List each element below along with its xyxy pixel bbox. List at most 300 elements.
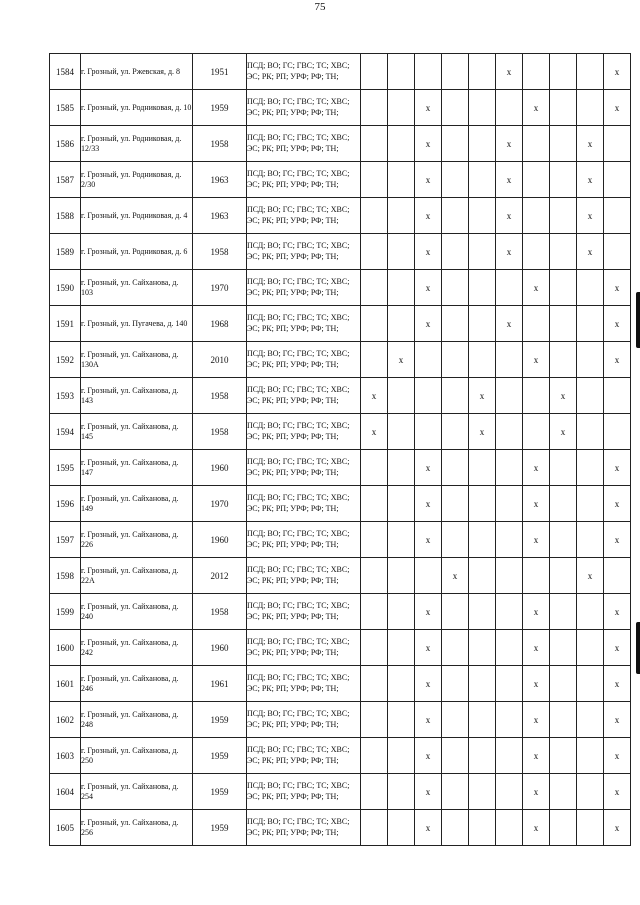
work-mark-cell bbox=[388, 234, 415, 270]
address-cell: г. Грозный, ул. Сайханова, д. 240 bbox=[81, 594, 193, 630]
work-mark-cell bbox=[388, 198, 415, 234]
work-mark-cell: x bbox=[496, 162, 523, 198]
table-row bbox=[50, 594, 631, 630]
row-number: 1605 bbox=[50, 810, 81, 846]
work-mark-cell bbox=[361, 126, 388, 162]
work-mark-cell bbox=[523, 198, 550, 234]
systems-cell: ПСД; ВО; ГС; ГВС; ТС; ХВС; ЭС; РК; РП; УРФ; РФ; ТН; bbox=[247, 54, 361, 90]
work-mark-cell bbox=[361, 54, 388, 90]
row-number: 1588 bbox=[50, 198, 81, 234]
year-cell: 1951 bbox=[193, 54, 247, 90]
work-mark-cell bbox=[361, 450, 388, 486]
work-mark-cell bbox=[361, 630, 388, 666]
work-mark-cell bbox=[523, 414, 550, 450]
year-cell: 1959 bbox=[193, 90, 247, 126]
table-row bbox=[50, 558, 631, 594]
work-mark-cell bbox=[523, 162, 550, 198]
work-mark-cell bbox=[496, 378, 523, 414]
address-cell: г. Грозный, ул. Сайханова, д. 149 bbox=[81, 486, 193, 522]
row-number: 1600 bbox=[50, 630, 81, 666]
work-mark-cell bbox=[469, 450, 496, 486]
work-mark-cell bbox=[550, 126, 577, 162]
systems-cell: ПСД; ВО; ГС; ГВС; ТС; ХВС; ЭС; РК; РП; УРФ; РФ; ТН; bbox=[247, 378, 361, 414]
work-mark-cell: x bbox=[604, 594, 631, 630]
scan-edge-mark bbox=[636, 292, 640, 348]
work-mark-cell bbox=[523, 234, 550, 270]
work-mark-cell: x bbox=[496, 126, 523, 162]
work-mark-cell: x bbox=[415, 486, 442, 522]
work-mark-cell bbox=[388, 738, 415, 774]
work-mark-cell bbox=[469, 774, 496, 810]
work-mark-cell bbox=[361, 342, 388, 378]
table-row bbox=[50, 450, 631, 486]
work-mark-cell bbox=[361, 234, 388, 270]
row-number: 1587 bbox=[50, 162, 81, 198]
row-number: 1586 bbox=[50, 126, 81, 162]
work-mark-cell bbox=[442, 774, 469, 810]
address-cell: г. Грозный, ул. Сайханова, д. 145 bbox=[81, 414, 193, 450]
table-row bbox=[50, 162, 631, 198]
work-mark-cell bbox=[550, 774, 577, 810]
work-mark-cell bbox=[388, 414, 415, 450]
work-mark-cell bbox=[550, 234, 577, 270]
table-row bbox=[50, 702, 631, 738]
work-mark-cell: x bbox=[496, 306, 523, 342]
work-mark-cell bbox=[415, 414, 442, 450]
address-cell: г. Грозный, ул. Сайханова, д. 248 bbox=[81, 702, 193, 738]
work-mark-cell bbox=[469, 342, 496, 378]
year-cell: 1958 bbox=[193, 234, 247, 270]
row-number: 1585 bbox=[50, 90, 81, 126]
work-mark-cell: x bbox=[415, 666, 442, 702]
work-mark-cell bbox=[496, 774, 523, 810]
work-mark-cell bbox=[388, 378, 415, 414]
work-mark-cell bbox=[361, 774, 388, 810]
address-cell: г. Грозный, ул. Родниковая, д. 6 bbox=[81, 234, 193, 270]
work-mark-cell bbox=[469, 702, 496, 738]
work-mark-cell bbox=[442, 198, 469, 234]
work-mark-cell: x bbox=[523, 522, 550, 558]
work-mark-cell: x bbox=[577, 162, 604, 198]
row-number: 1604 bbox=[50, 774, 81, 810]
table-row bbox=[50, 90, 631, 126]
work-mark-cell bbox=[469, 126, 496, 162]
systems-cell: ПСД; ВО; ГС; ГВС; ТС; ХВС; ЭС; РК; РП; УРФ; РФ; ТН; bbox=[247, 414, 361, 450]
work-mark-cell bbox=[469, 738, 496, 774]
work-mark-cell bbox=[577, 90, 604, 126]
year-cell: 1959 bbox=[193, 738, 247, 774]
work-mark-cell bbox=[604, 126, 631, 162]
work-mark-cell bbox=[550, 486, 577, 522]
work-mark-cell: x bbox=[523, 702, 550, 738]
work-mark-cell bbox=[604, 234, 631, 270]
year-cell: 1961 bbox=[193, 666, 247, 702]
work-mark-cell bbox=[496, 594, 523, 630]
work-mark-cell: x bbox=[604, 522, 631, 558]
work-mark-cell: x bbox=[469, 378, 496, 414]
work-mark-cell: x bbox=[577, 234, 604, 270]
row-number: 1601 bbox=[50, 666, 81, 702]
table-row bbox=[50, 810, 631, 846]
work-mark-cell bbox=[442, 486, 469, 522]
work-mark-cell bbox=[496, 810, 523, 846]
work-mark-cell: x bbox=[604, 702, 631, 738]
table-row bbox=[50, 414, 631, 450]
work-mark-cell bbox=[388, 306, 415, 342]
work-mark-cell bbox=[361, 90, 388, 126]
work-mark-cell bbox=[496, 738, 523, 774]
year-cell: 1959 bbox=[193, 774, 247, 810]
work-mark-cell bbox=[442, 450, 469, 486]
work-mark-cell bbox=[550, 666, 577, 702]
buildings-table bbox=[49, 53, 631, 846]
work-mark-cell: x bbox=[577, 558, 604, 594]
work-mark-cell bbox=[469, 666, 496, 702]
year-cell: 1959 bbox=[193, 810, 247, 846]
work-mark-cell bbox=[604, 162, 631, 198]
work-mark-cell bbox=[550, 702, 577, 738]
work-mark-cell: x bbox=[415, 630, 442, 666]
work-mark-cell bbox=[550, 306, 577, 342]
address-cell: г. Грозный, ул. Родниковая, д. 4 bbox=[81, 198, 193, 234]
work-mark-cell: x bbox=[523, 270, 550, 306]
row-number: 1599 bbox=[50, 594, 81, 630]
work-mark-cell bbox=[442, 414, 469, 450]
work-mark-cell bbox=[577, 306, 604, 342]
work-mark-cell bbox=[577, 666, 604, 702]
work-mark-cell bbox=[577, 774, 604, 810]
work-mark-cell bbox=[415, 342, 442, 378]
address-cell: г. Грозный, ул. Сайханова, д. 103 bbox=[81, 270, 193, 306]
work-mark-cell: x bbox=[496, 198, 523, 234]
year-cell: 1958 bbox=[193, 378, 247, 414]
year-cell: 1968 bbox=[193, 306, 247, 342]
work-mark-cell: x bbox=[415, 306, 442, 342]
work-mark-cell bbox=[496, 558, 523, 594]
work-mark-cell bbox=[577, 270, 604, 306]
work-mark-cell: x bbox=[415, 234, 442, 270]
address-cell: г. Грозный, ул. Сайханова, д. 130А bbox=[81, 342, 193, 378]
systems-cell: ПСД; ВО; ГС; ГВС; ТС; ХВС; ЭС; РК; РП; УРФ; РФ; ТН; bbox=[247, 162, 361, 198]
work-mark-cell bbox=[388, 54, 415, 90]
address-cell: г. Грозный, ул. Сайханова, д. 226 bbox=[81, 522, 193, 558]
work-mark-cell bbox=[577, 342, 604, 378]
work-mark-cell bbox=[577, 486, 604, 522]
work-mark-cell bbox=[604, 198, 631, 234]
work-mark-cell bbox=[469, 306, 496, 342]
systems-cell: ПСД; ВО; ГС; ГВС; ТС; ХВС; ЭС; РК; РП; УРФ; РФ; ТН; bbox=[247, 666, 361, 702]
work-mark-cell: x bbox=[415, 594, 442, 630]
row-number: 1592 bbox=[50, 342, 81, 378]
work-mark-cell bbox=[388, 702, 415, 738]
work-mark-cell bbox=[442, 522, 469, 558]
work-mark-cell bbox=[550, 558, 577, 594]
systems-cell: ПСД; ВО; ГС; ГВС; ТС; ХВС; ЭС; РК; РП; УРФ; РФ; ТН; bbox=[247, 810, 361, 846]
work-mark-cell bbox=[577, 702, 604, 738]
year-cell: 2012 bbox=[193, 558, 247, 594]
work-mark-cell: x bbox=[523, 486, 550, 522]
work-mark-cell: x bbox=[604, 54, 631, 90]
row-number: 1584 bbox=[50, 54, 81, 90]
work-mark-cell bbox=[496, 702, 523, 738]
work-mark-cell bbox=[550, 342, 577, 378]
work-mark-cell bbox=[442, 666, 469, 702]
work-mark-cell bbox=[388, 594, 415, 630]
row-number: 1597 bbox=[50, 522, 81, 558]
systems-cell: ПСД; ВО; ГС; ГВС; ТС; ХВС; ЭС; РК; РП; УРФ; РФ; ТН; bbox=[247, 702, 361, 738]
work-mark-cell bbox=[442, 306, 469, 342]
work-mark-cell: x bbox=[604, 486, 631, 522]
work-mark-cell: x bbox=[604, 810, 631, 846]
scan-edge-mark bbox=[636, 622, 640, 674]
address-cell: г. Грозный, ул. Сайханова, д. 143 bbox=[81, 378, 193, 414]
work-mark-cell bbox=[388, 90, 415, 126]
work-mark-cell bbox=[388, 270, 415, 306]
work-mark-cell bbox=[523, 378, 550, 414]
work-mark-cell bbox=[550, 198, 577, 234]
year-cell: 1959 bbox=[193, 702, 247, 738]
work-mark-cell bbox=[361, 306, 388, 342]
address-cell: г. Грозный, ул. Сайханова, д. 254 bbox=[81, 774, 193, 810]
work-mark-cell bbox=[442, 54, 469, 90]
systems-cell: ПСД; ВО; ГС; ГВС; ТС; ХВС; ЭС; РК; РП; УРФ; РФ; ТН; bbox=[247, 90, 361, 126]
work-mark-cell bbox=[550, 738, 577, 774]
work-mark-cell bbox=[604, 558, 631, 594]
work-mark-cell: x bbox=[469, 414, 496, 450]
work-mark-cell bbox=[496, 666, 523, 702]
work-mark-cell bbox=[496, 342, 523, 378]
work-mark-cell bbox=[577, 630, 604, 666]
work-mark-cell bbox=[361, 594, 388, 630]
work-mark-cell bbox=[469, 234, 496, 270]
work-mark-cell bbox=[550, 162, 577, 198]
work-mark-cell bbox=[415, 378, 442, 414]
work-mark-cell bbox=[523, 558, 550, 594]
work-mark-cell: x bbox=[604, 270, 631, 306]
year-cell: 1963 bbox=[193, 198, 247, 234]
row-number: 1591 bbox=[50, 306, 81, 342]
work-mark-cell bbox=[469, 522, 496, 558]
table-row bbox=[50, 486, 631, 522]
table-row bbox=[50, 666, 631, 702]
work-mark-cell bbox=[388, 774, 415, 810]
work-mark-cell bbox=[442, 738, 469, 774]
work-mark-cell bbox=[361, 162, 388, 198]
work-mark-cell bbox=[469, 54, 496, 90]
work-mark-cell: x bbox=[604, 90, 631, 126]
systems-cell: ПСД; ВО; ГС; ГВС; ТС; ХВС; ЭС; РК; РП; УРФ; РФ; ТН; bbox=[247, 594, 361, 630]
work-mark-cell: x bbox=[604, 774, 631, 810]
work-mark-cell: x bbox=[604, 306, 631, 342]
work-mark-cell bbox=[442, 342, 469, 378]
work-mark-cell bbox=[550, 522, 577, 558]
systems-cell: ПСД; ВО; ГС; ГВС; ТС; ХВС; ЭС; РК; РП; УРФ; РФ; ТН; bbox=[247, 198, 361, 234]
systems-cell: ПСД; ВО; ГС; ГВС; ТС; ХВС; ЭС; РК; РП; УРФ; РФ; ТН; bbox=[247, 738, 361, 774]
work-mark-cell bbox=[361, 558, 388, 594]
work-mark-cell bbox=[388, 486, 415, 522]
work-mark-cell bbox=[496, 486, 523, 522]
work-mark-cell bbox=[361, 810, 388, 846]
work-mark-cell bbox=[496, 630, 523, 666]
table-row bbox=[50, 270, 631, 306]
systems-cell: ПСД; ВО; ГС; ГВС; ТС; ХВС; ЭС; РК; РП; УРФ; РФ; ТН; bbox=[247, 342, 361, 378]
work-mark-cell: x bbox=[523, 666, 550, 702]
work-mark-cell bbox=[604, 378, 631, 414]
systems-cell: ПСД; ВО; ГС; ГВС; ТС; ХВС; ЭС; РК; РП; УРФ; РФ; ТН; bbox=[247, 630, 361, 666]
address-cell: г. Грозный, ул. Родниковая, д. 12/33 bbox=[81, 126, 193, 162]
work-mark-cell bbox=[469, 810, 496, 846]
table-row bbox=[50, 522, 631, 558]
work-mark-cell bbox=[469, 558, 496, 594]
work-mark-cell: x bbox=[415, 126, 442, 162]
work-mark-cell: x bbox=[604, 738, 631, 774]
work-mark-cell bbox=[415, 54, 442, 90]
work-mark-cell bbox=[577, 594, 604, 630]
work-mark-cell: x bbox=[415, 90, 442, 126]
work-mark-cell bbox=[442, 630, 469, 666]
work-mark-cell bbox=[442, 378, 469, 414]
work-mark-cell: x bbox=[415, 810, 442, 846]
row-number: 1603 bbox=[50, 738, 81, 774]
work-mark-cell: x bbox=[361, 414, 388, 450]
systems-cell: ПСД; ВО; ГС; ГВС; ТС; ХВС; ЭС; РК; РП; УРФ; РФ; ТН; bbox=[247, 234, 361, 270]
work-mark-cell bbox=[388, 126, 415, 162]
work-mark-cell: x bbox=[415, 738, 442, 774]
table-body bbox=[50, 54, 631, 846]
table-row bbox=[50, 630, 631, 666]
row-number: 1593 bbox=[50, 378, 81, 414]
year-cell: 1958 bbox=[193, 414, 247, 450]
work-mark-cell: x bbox=[415, 270, 442, 306]
work-mark-cell bbox=[361, 486, 388, 522]
year-cell: 2010 bbox=[193, 342, 247, 378]
work-mark-cell bbox=[550, 450, 577, 486]
row-number: 1595 bbox=[50, 450, 81, 486]
table-row bbox=[50, 738, 631, 774]
work-mark-cell bbox=[496, 414, 523, 450]
row-number: 1596 bbox=[50, 486, 81, 522]
work-mark-cell: x bbox=[523, 450, 550, 486]
work-mark-cell bbox=[361, 738, 388, 774]
work-mark-cell: x bbox=[577, 198, 604, 234]
work-mark-cell bbox=[442, 126, 469, 162]
work-mark-cell bbox=[550, 90, 577, 126]
work-mark-cell bbox=[577, 450, 604, 486]
work-mark-cell: x bbox=[604, 666, 631, 702]
work-mark-cell bbox=[550, 54, 577, 90]
work-mark-cell bbox=[361, 666, 388, 702]
year-cell: 1963 bbox=[193, 162, 247, 198]
year-cell: 1960 bbox=[193, 450, 247, 486]
table-row bbox=[50, 378, 631, 414]
work-mark-cell: x bbox=[496, 54, 523, 90]
work-mark-cell bbox=[577, 522, 604, 558]
work-mark-cell: x bbox=[523, 738, 550, 774]
table-row bbox=[50, 774, 631, 810]
year-cell: 1958 bbox=[193, 126, 247, 162]
work-mark-cell: x bbox=[604, 450, 631, 486]
work-mark-cell: x bbox=[604, 630, 631, 666]
systems-cell: ПСД; ВО; ГС; ГВС; ТС; ХВС; ЭС; РК; РП; УРФ; РФ; ТН; bbox=[247, 522, 361, 558]
address-cell: г. Грозный, ул. Родниковая, д. 2/30 bbox=[81, 162, 193, 198]
row-number: 1589 bbox=[50, 234, 81, 270]
work-mark-cell bbox=[388, 666, 415, 702]
year-cell: 1958 bbox=[193, 594, 247, 630]
address-cell: г. Грозный, ул. Ржевская, д. 8 bbox=[81, 54, 193, 90]
work-mark-cell bbox=[361, 702, 388, 738]
work-mark-cell: x bbox=[577, 126, 604, 162]
systems-cell: ПСД; ВО; ГС; ГВС; ТС; ХВС; ЭС; РК; РП; УРФ; РФ; ТН; bbox=[247, 306, 361, 342]
work-mark-cell bbox=[469, 198, 496, 234]
systems-cell: ПСД; ВО; ГС; ГВС; ТС; ХВС; ЭС; РК; РП; УРФ; РФ; ТН; bbox=[247, 774, 361, 810]
row-number: 1602 bbox=[50, 702, 81, 738]
work-mark-cell bbox=[469, 594, 496, 630]
table-row bbox=[50, 306, 631, 342]
work-mark-cell bbox=[361, 198, 388, 234]
work-mark-cell bbox=[388, 630, 415, 666]
work-mark-cell bbox=[388, 810, 415, 846]
work-mark-cell bbox=[442, 234, 469, 270]
work-mark-cell bbox=[442, 702, 469, 738]
work-mark-cell bbox=[361, 522, 388, 558]
work-mark-cell bbox=[361, 270, 388, 306]
work-mark-cell bbox=[577, 414, 604, 450]
work-mark-cell: x bbox=[388, 342, 415, 378]
address-cell: г. Грозный, ул. Сайханова, д. 246 bbox=[81, 666, 193, 702]
work-mark-cell: x bbox=[523, 594, 550, 630]
year-cell: 1960 bbox=[193, 522, 247, 558]
table-row bbox=[50, 234, 631, 270]
work-mark-cell bbox=[388, 558, 415, 594]
systems-cell: ПСД; ВО; ГС; ГВС; ТС; ХВС; ЭС; РК; РП; УРФ; РФ; ТН; bbox=[247, 450, 361, 486]
year-cell: 1970 bbox=[193, 486, 247, 522]
work-mark-cell bbox=[550, 630, 577, 666]
page-number: 75 bbox=[314, 1, 326, 13]
year-cell: 1960 bbox=[193, 630, 247, 666]
work-mark-cell: x bbox=[442, 558, 469, 594]
address-cell: г. Грозный, ул. Сайханова, д. 147 bbox=[81, 450, 193, 486]
work-mark-cell bbox=[577, 738, 604, 774]
address-cell: г. Грозный, ул. Пугачева, д. 140 bbox=[81, 306, 193, 342]
work-mark-cell: x bbox=[523, 342, 550, 378]
work-mark-cell bbox=[442, 162, 469, 198]
work-mark-cell bbox=[496, 270, 523, 306]
systems-cell: ПСД; ВО; ГС; ГВС; ТС; ХВС; ЭС; РК; РП; УРФ; РФ; ТН; bbox=[247, 126, 361, 162]
address-cell: г. Грозный, ул. Сайханова, д. 256 bbox=[81, 810, 193, 846]
work-mark-cell bbox=[523, 306, 550, 342]
work-mark-cell bbox=[388, 522, 415, 558]
work-mark-cell bbox=[469, 630, 496, 666]
work-mark-cell bbox=[550, 270, 577, 306]
work-mark-cell bbox=[442, 594, 469, 630]
work-mark-cell: x bbox=[415, 198, 442, 234]
work-mark-cell: x bbox=[496, 234, 523, 270]
work-mark-cell bbox=[496, 450, 523, 486]
year-cell: 1970 bbox=[193, 270, 247, 306]
work-mark-cell bbox=[388, 450, 415, 486]
systems-cell: ПСД; ВО; ГС; ГВС; ТС; ХВС; ЭС; РК; РП; УРФ; РФ; ТН; bbox=[247, 486, 361, 522]
row-number: 1590 bbox=[50, 270, 81, 306]
work-mark-cell bbox=[388, 162, 415, 198]
table-row bbox=[50, 342, 631, 378]
work-mark-cell bbox=[469, 90, 496, 126]
work-mark-cell: x bbox=[523, 810, 550, 846]
work-mark-cell: x bbox=[415, 450, 442, 486]
systems-cell: ПСД; ВО; ГС; ГВС; ТС; ХВС; ЭС; РК; РП; УРФ; РФ; ТН; bbox=[247, 270, 361, 306]
work-mark-cell: x bbox=[361, 378, 388, 414]
work-mark-cell: x bbox=[415, 702, 442, 738]
work-mark-cell bbox=[523, 54, 550, 90]
